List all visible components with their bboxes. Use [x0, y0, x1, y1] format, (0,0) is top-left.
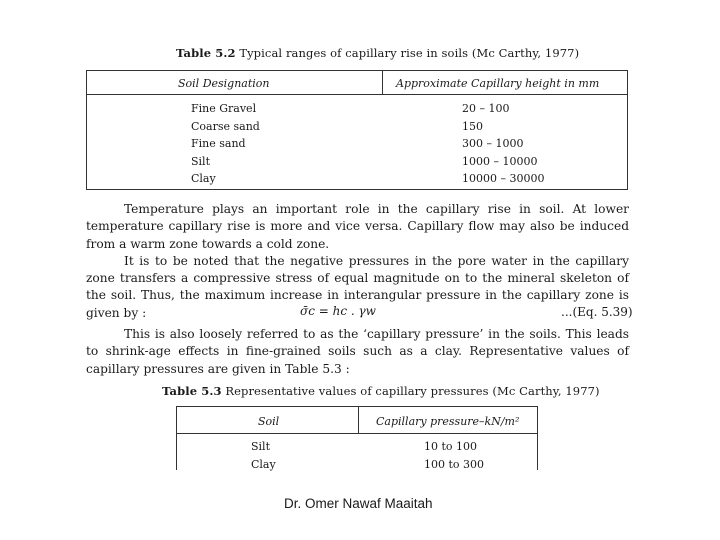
table1-row-soil: Fine Gravel — [191, 102, 257, 115]
table2-row-pressure: 10 to 100 — [424, 440, 478, 453]
table1-row-height: 1000 – 10000 — [462, 154, 538, 168]
table2-row-pressure: 100 to 300 — [424, 457, 485, 471]
table1-col-soil — [191, 100, 260, 188]
table1-header-soil: Soil Designation — [178, 77, 270, 90]
table1-caption-text: Typical ranges of capillary rise in soils (Mc Carthy, 1977) — [239, 46, 580, 60]
table1-row-soil: Silt — [191, 154, 210, 168]
body-text-2 — [86, 326, 629, 378]
table2-caption — [162, 384, 600, 398]
table1-row-height: 300 – 1000 — [462, 137, 524, 150]
table1-row-soil: Coarse sand — [191, 119, 260, 133]
paragraph-capillary-pressure: This is also loosely referred to as the ‘capillary pressure’ in the soils. This leads to shrink-age effects in fine-grained soils such as a clay. Representative values of capillary pressures are given in Table 5.3 : — [86, 327, 629, 376]
table2-col-soil — [251, 438, 276, 473]
table1-col-height — [462, 100, 544, 188]
table2-header-pressure: Capillary pressure–kN/m² — [376, 415, 520, 428]
table2 — [176, 406, 538, 470]
author-footer: Dr. Omer Nawaf Maaitah — [284, 496, 433, 511]
table2-caption-text: Representative values of capillary pressures (Mc Carthy, 1977) — [225, 384, 600, 398]
table1-column-divider — [382, 71, 383, 94]
table2-col-pressure — [424, 438, 484, 473]
table1-row-height: 10000 – 30000 — [462, 172, 545, 185]
table2-row-soil: Clay — [251, 457, 276, 471]
table1-caption — [176, 46, 579, 60]
table2-column-divider — [358, 407, 359, 433]
table2-header-divider — [177, 433, 537, 434]
table1 — [86, 70, 628, 190]
equation-formula: σ̄c = hc . γw — [300, 304, 376, 318]
table1-row-soil: Fine sand — [191, 137, 246, 150]
table1-header-height: Approximate Capillary height in mm — [396, 77, 600, 90]
paragraph-negative-pressure: It is to be noted that the negative pressures in the pore water in the capillary zone transfers a compressive stress of equal magnitude on to the mineral skeleton of the soil. Thus, the maximum increase in interangular pressure in the capillary zone is given by : — [86, 253, 629, 320]
table1-row-height: 20 – 100 — [462, 102, 510, 115]
table1-header-divider — [87, 94, 627, 95]
table2-number: Table 5.3 — [162, 384, 222, 398]
equation-number: ...(Eq. 5.39) — [561, 305, 633, 319]
table2-row-soil: Silt — [251, 440, 270, 453]
table1-row-height: 150 — [462, 119, 483, 133]
paragraph-temperature: Temperature plays an important role in the capillary rise in soil. At lower temperature capillary rise is more and vice versa. Capillary flow may also be induced from a warm zone towards a cold zone. — [86, 202, 629, 251]
table1-number: Table 5.2 — [176, 46, 236, 60]
table1-row-soil: Clay — [191, 172, 216, 185]
table2-header-soil: Soil — [258, 415, 280, 428]
